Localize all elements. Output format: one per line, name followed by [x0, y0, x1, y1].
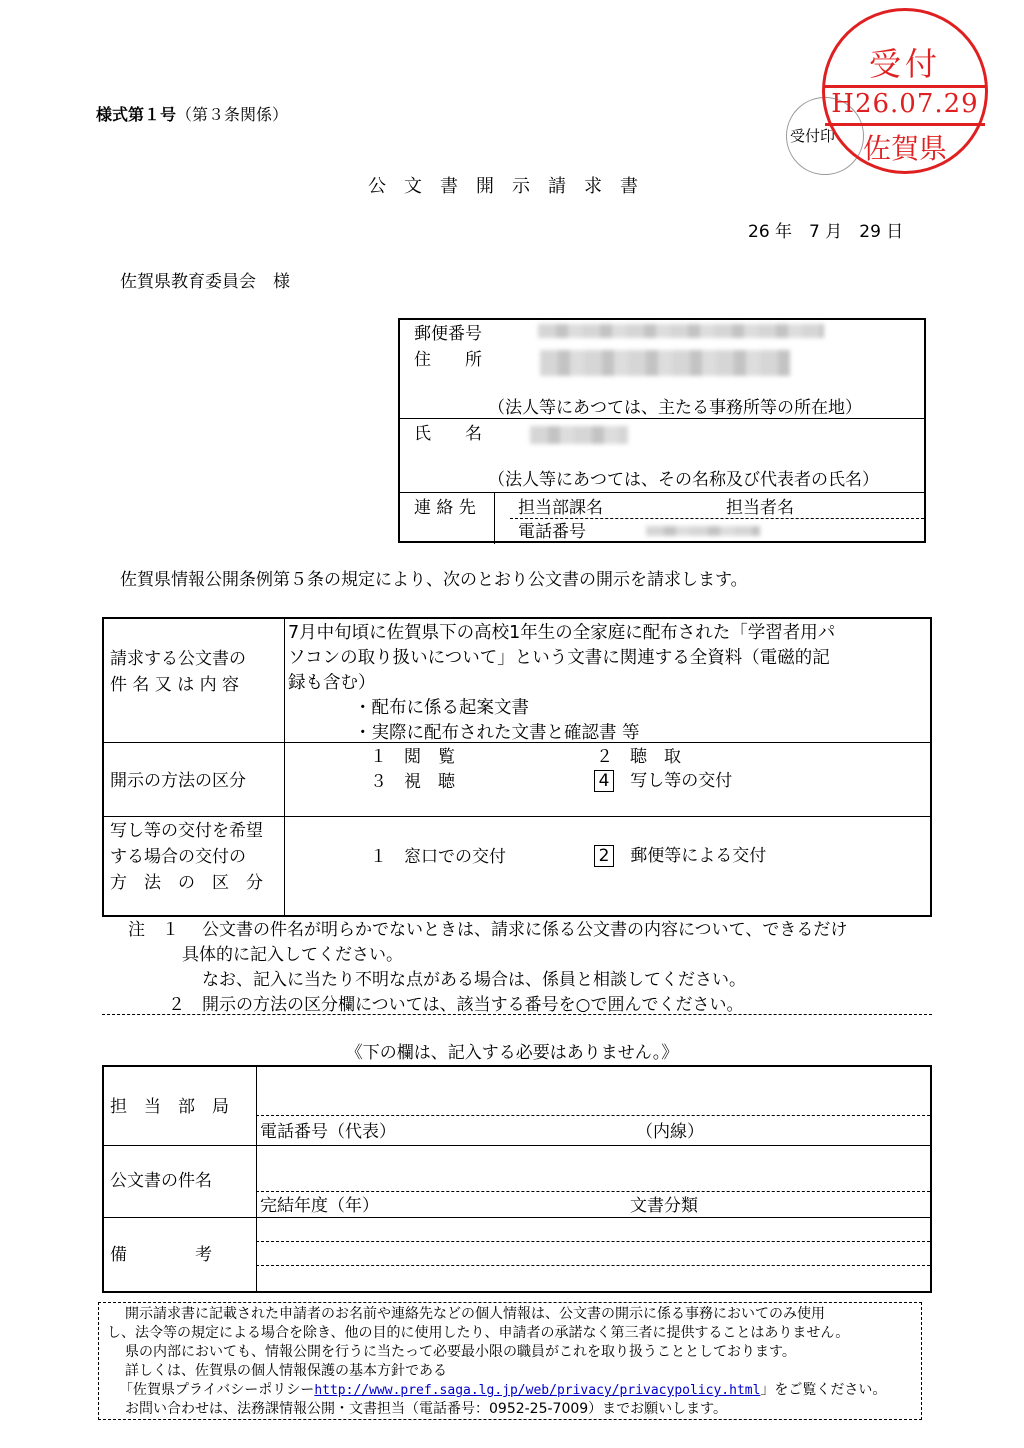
office-use-table: [102, 1065, 932, 1293]
form-number: [96, 102, 288, 125]
privacy-notice: [98, 1302, 922, 1420]
request-statement: 佐賀県情報公開条例第５条の規定により、次のとおり公文書の開示を請求します。: [120, 570, 748, 590]
address-redacted: [540, 350, 790, 376]
office-year-label: 完結年度（年）: [260, 1196, 379, 1216]
person-label: 担当者名: [726, 498, 794, 518]
phone-redacted: [646, 526, 760, 536]
postal-label: 郵便番号: [414, 324, 482, 344]
address-label: 住 所: [414, 350, 482, 370]
applicant-info-box: [398, 318, 926, 543]
column-divider: [284, 619, 285, 915]
content-line: ・実際に配布された文書と確認書 等: [354, 723, 640, 743]
column-divider: [256, 1067, 257, 1291]
privacy-policy-link[interactable]: http://www.pref.saga.lg.jp/web/privacy/privacypolicy.html: [314, 1383, 761, 1398]
privacy-line: 詳しくは、佐賀県の個人情報保護の基本方針である: [125, 1363, 447, 1379]
office-doc-label: 公文書の件名: [110, 1171, 212, 1191]
dept-label: 担当部課名: [518, 498, 603, 518]
request-table: [102, 617, 932, 917]
row-divider: [104, 1217, 930, 1218]
note-1-line-3: なお、記入に当たり不明な点がある場合は、係員と相談してください。: [202, 970, 746, 990]
stamp-date-text: H26.07.29: [831, 89, 979, 119]
note-2-prefix: ２: [168, 995, 185, 1015]
note-2-line: 開示の方法の区分欄については、該当する番号を○で囲んでください。: [202, 995, 744, 1015]
form-number-article: （第３条関係）: [176, 105, 289, 124]
received-stamp: [822, 8, 988, 174]
phone-label: 電話番号: [518, 522, 586, 542]
content-line: 録も含む）: [288, 673, 376, 693]
delivery-option-counter: １ 窓口での交付: [370, 847, 506, 867]
name-redacted: [530, 426, 628, 444]
document-title: 公文書開示請求書: [368, 176, 656, 197]
receipt-seal-label: 受付印: [790, 127, 836, 145]
privacy-line: 県の内部においても、情報公開を行うに当たって必要最小限の職員がこれを取り扱うこととしております。: [125, 1344, 796, 1360]
name-label: 氏 名: [414, 424, 482, 444]
office-use-heading: 《下の欄は、記入する必要はありません。》: [345, 1043, 679, 1063]
privacy-line: し、法令等の規定による場合を除き、他の目的に使用したり、申請者の承諾なく第三者に提供することはありません。: [107, 1325, 850, 1341]
delivery-label-2: する場合の交付の: [110, 847, 246, 867]
delivery-option-mail-text: 郵便等による交付: [630, 846, 767, 866]
method-option-copy: [594, 770, 732, 792]
method-option-listen: ２ 聴 取: [596, 747, 681, 767]
office-phone-label: 電話番号（代表）: [260, 1122, 396, 1142]
privacy-line-suffix: 」をご覧ください。: [760, 1382, 887, 1398]
content-line: 7月中旬頃に佐賀県下の高校1年生の全家庭に配布された「学習者用パ: [288, 623, 836, 643]
method-option-copy-text: 写し等の交付: [630, 771, 733, 791]
method-label: 開示の方法の区分: [110, 771, 246, 791]
delivery-label-1: 写し等の交付を希望: [110, 821, 263, 841]
office-class-label: 文書分類: [630, 1196, 698, 1216]
content-line: ソコンの取り扱いについて」という文書に関連する全資料（電磁的記: [288, 648, 830, 668]
content-label-2: 件 名 又 は 内 容: [110, 675, 240, 695]
contact-label: 連 絡 先: [414, 498, 476, 518]
request-date: 26 年 7 月 29 日: [748, 222, 904, 242]
selected-method-marker: 4: [594, 770, 614, 792]
divider: [494, 492, 495, 544]
content-label-1: 請求する公文書の: [110, 649, 246, 669]
office-extension-label: （内線）: [636, 1122, 704, 1142]
content-line: ・配布に係る起案文書: [354, 698, 529, 718]
stamp-upper-rule: [825, 85, 985, 88]
selected-delivery-marker: 2: [594, 845, 614, 867]
note-1-line-1: 公文書の件名が明らかでないときは、請求に係る公文書の内容について、できるだけ: [202, 920, 848, 940]
privacy-policy-line: [119, 1381, 886, 1401]
office-dept-label: 担 当 部 局: [110, 1097, 229, 1117]
postal-code-redacted: [538, 324, 824, 338]
requested-content: [288, 621, 835, 746]
method-option-view: １ 閲 覧: [370, 747, 455, 767]
office-remarks-label: 備 考: [110, 1245, 212, 1265]
privacy-contact-line: お問い合わせは、法務課情報公開・文書担当（電話番号：0952-25-7009）までお願いします。: [125, 1401, 728, 1417]
row-divider: [104, 1145, 930, 1146]
method-option-watch: ３ 視 聴: [370, 772, 455, 792]
delivery-label-3: 方 法 の 区 分: [110, 873, 263, 893]
dashed-divider: [510, 518, 924, 519]
stamp-top-text: 受付: [868, 45, 941, 83]
privacy-line-prefix: 「佐賀県プライバシーポリシー: [119, 1382, 315, 1398]
dashed-divider: [256, 1265, 930, 1266]
dashed-divider: [256, 1115, 930, 1116]
divider: [400, 418, 924, 419]
stamp-lower-rule: [825, 123, 985, 126]
form-number-main: 様式第１号: [96, 105, 177, 124]
stamp-bottom-text: 佐賀県: [862, 132, 947, 165]
dashed-divider: [256, 1191, 930, 1192]
privacy-line: 開示請求書に記載された申請者のお名前や連絡先などの個人情報は、公文書の開示に係る事務においてのみ使用: [125, 1306, 825, 1322]
note-1-prefix: 注 １: [128, 920, 179, 940]
section-separator: [102, 1014, 932, 1015]
delivery-option-mail: [594, 845, 766, 867]
divider: [400, 492, 924, 493]
dashed-divider: [256, 1241, 930, 1242]
name-note: （法人等にあつては、その名称及び代表者の氏名）: [488, 470, 879, 490]
note-1-line-2: 具体的に記入してください。: [182, 945, 403, 965]
addressee: 佐賀県教育委員会 様: [120, 272, 290, 292]
address-note: （法人等にあつては、主たる事務所等の所在地）: [488, 398, 862, 418]
row-divider: [104, 816, 930, 817]
